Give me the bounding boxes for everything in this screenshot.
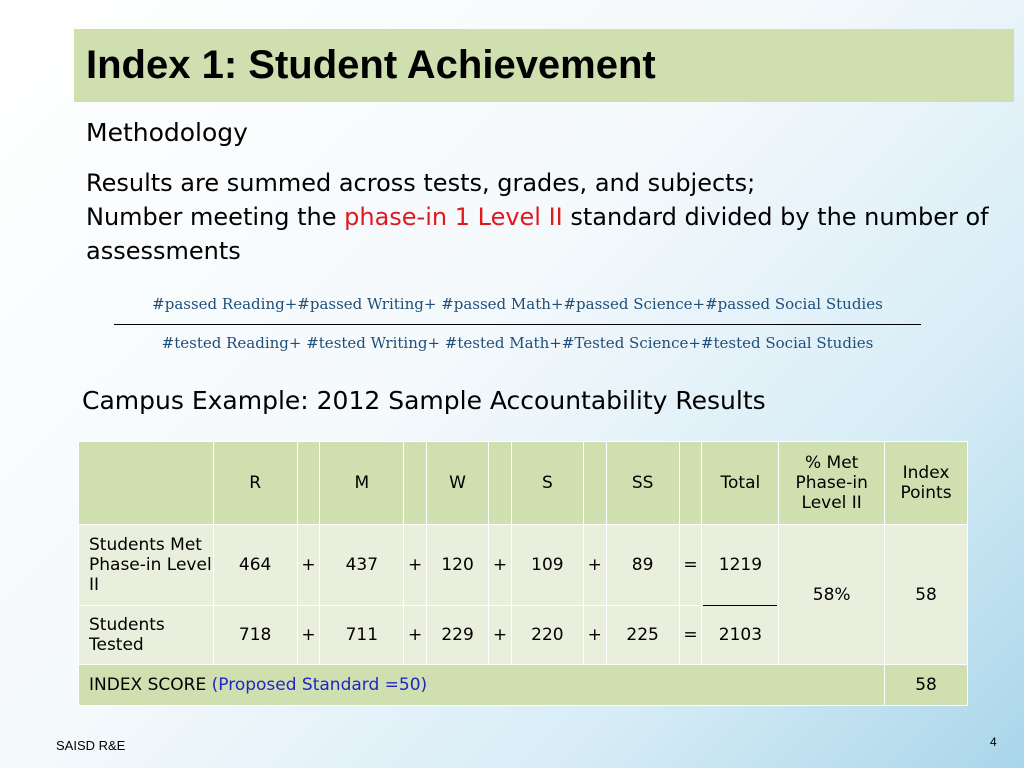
- methodology-line1: Results are summed across tests, grades, and subjects;: [86, 169, 756, 197]
- campus-heading: Campus Example: 2012 Sample Accountability Results: [82, 386, 766, 415]
- total-fraction-line: [703, 605, 777, 607]
- methodology-text: [86, 166, 996, 268]
- met-r: 464: [213, 525, 297, 606]
- tested-r: 718: [213, 606, 297, 665]
- methodology-heading: Methodology: [86, 118, 248, 147]
- tested-ss: 225: [606, 606, 679, 665]
- header-total: Total: [702, 442, 779, 525]
- header-ss: SS: [606, 442, 679, 525]
- equals-sign: =: [679, 606, 702, 665]
- plus-sign: +: [404, 525, 427, 606]
- tested-m: 711: [320, 606, 404, 665]
- methodology-line2-prefix: Number meeting the: [86, 203, 345, 231]
- plus-sign: +: [583, 606, 606, 665]
- methodology-highlight: phase-in 1 Level II: [344, 203, 563, 231]
- index-score-label: INDEX SCORE: [89, 675, 207, 695]
- row-label-tested: Students Tested: [79, 606, 214, 665]
- header-row: [79, 442, 968, 525]
- proposed-standard-note: (Proposed Standard =50): [211, 675, 428, 695]
- header-blank: [79, 442, 214, 525]
- methodology-line2-suffix: standard divided by the number of assessments: [86, 203, 989, 265]
- header-s: S: [511, 442, 583, 525]
- header-gap: [489, 442, 512, 525]
- formula: [110, 292, 925, 355]
- header-gap: [404, 442, 427, 525]
- tested-w: 229: [427, 606, 489, 665]
- plus-sign: +: [489, 606, 512, 665]
- plus-sign: +: [583, 525, 606, 606]
- footer-org: SAISD R&E: [56, 738, 126, 753]
- row-label-met: Students Met Phase-in Level II: [79, 525, 214, 606]
- met-ss: 89: [606, 525, 679, 606]
- header-pct-met: % Met Phase-in Level II: [779, 442, 885, 525]
- results-table: [78, 441, 968, 706]
- tested-s: 220: [511, 606, 583, 665]
- met-total: 1219: [718, 555, 763, 575]
- met-s: 109: [511, 525, 583, 606]
- met-m: 437: [320, 525, 404, 606]
- met-w: 120: [427, 525, 489, 606]
- formula-denominator: #tested Reading+ #tested Writing+ #tested Math+#Tested Science+#tested Social Studies: [161, 334, 874, 352]
- header-w: W: [427, 442, 489, 525]
- index-score-row: [79, 665, 968, 706]
- plus-sign: +: [404, 606, 427, 665]
- header-gap: [583, 442, 606, 525]
- header-gap: [297, 442, 320, 525]
- index-score-value: 58: [885, 665, 968, 706]
- header-gap: [679, 442, 702, 525]
- header-r: R: [213, 442, 297, 525]
- header-m: M: [320, 442, 404, 525]
- title-bar: [74, 29, 1014, 102]
- equals-sign: =: [679, 525, 702, 606]
- index-score-label-cell: [79, 665, 885, 706]
- index-points-value: 58: [885, 525, 968, 665]
- formula-numerator: #passed Reading+#passed Writing+ #passed Math+#passed Science+#passed Social Studies: [152, 295, 883, 313]
- plus-sign: +: [297, 606, 320, 665]
- pct-met-value: 58%: [779, 525, 885, 665]
- slide-title: Index 1: Student Achievement: [86, 43, 656, 87]
- met-total-cell: [702, 525, 779, 606]
- tested-total: 2103: [702, 606, 779, 665]
- plus-sign: +: [489, 525, 512, 606]
- plus-sign: +: [297, 525, 320, 606]
- table-row-met: [79, 525, 968, 606]
- page-number: 4: [990, 735, 997, 749]
- header-index-points: Index Points: [885, 442, 968, 525]
